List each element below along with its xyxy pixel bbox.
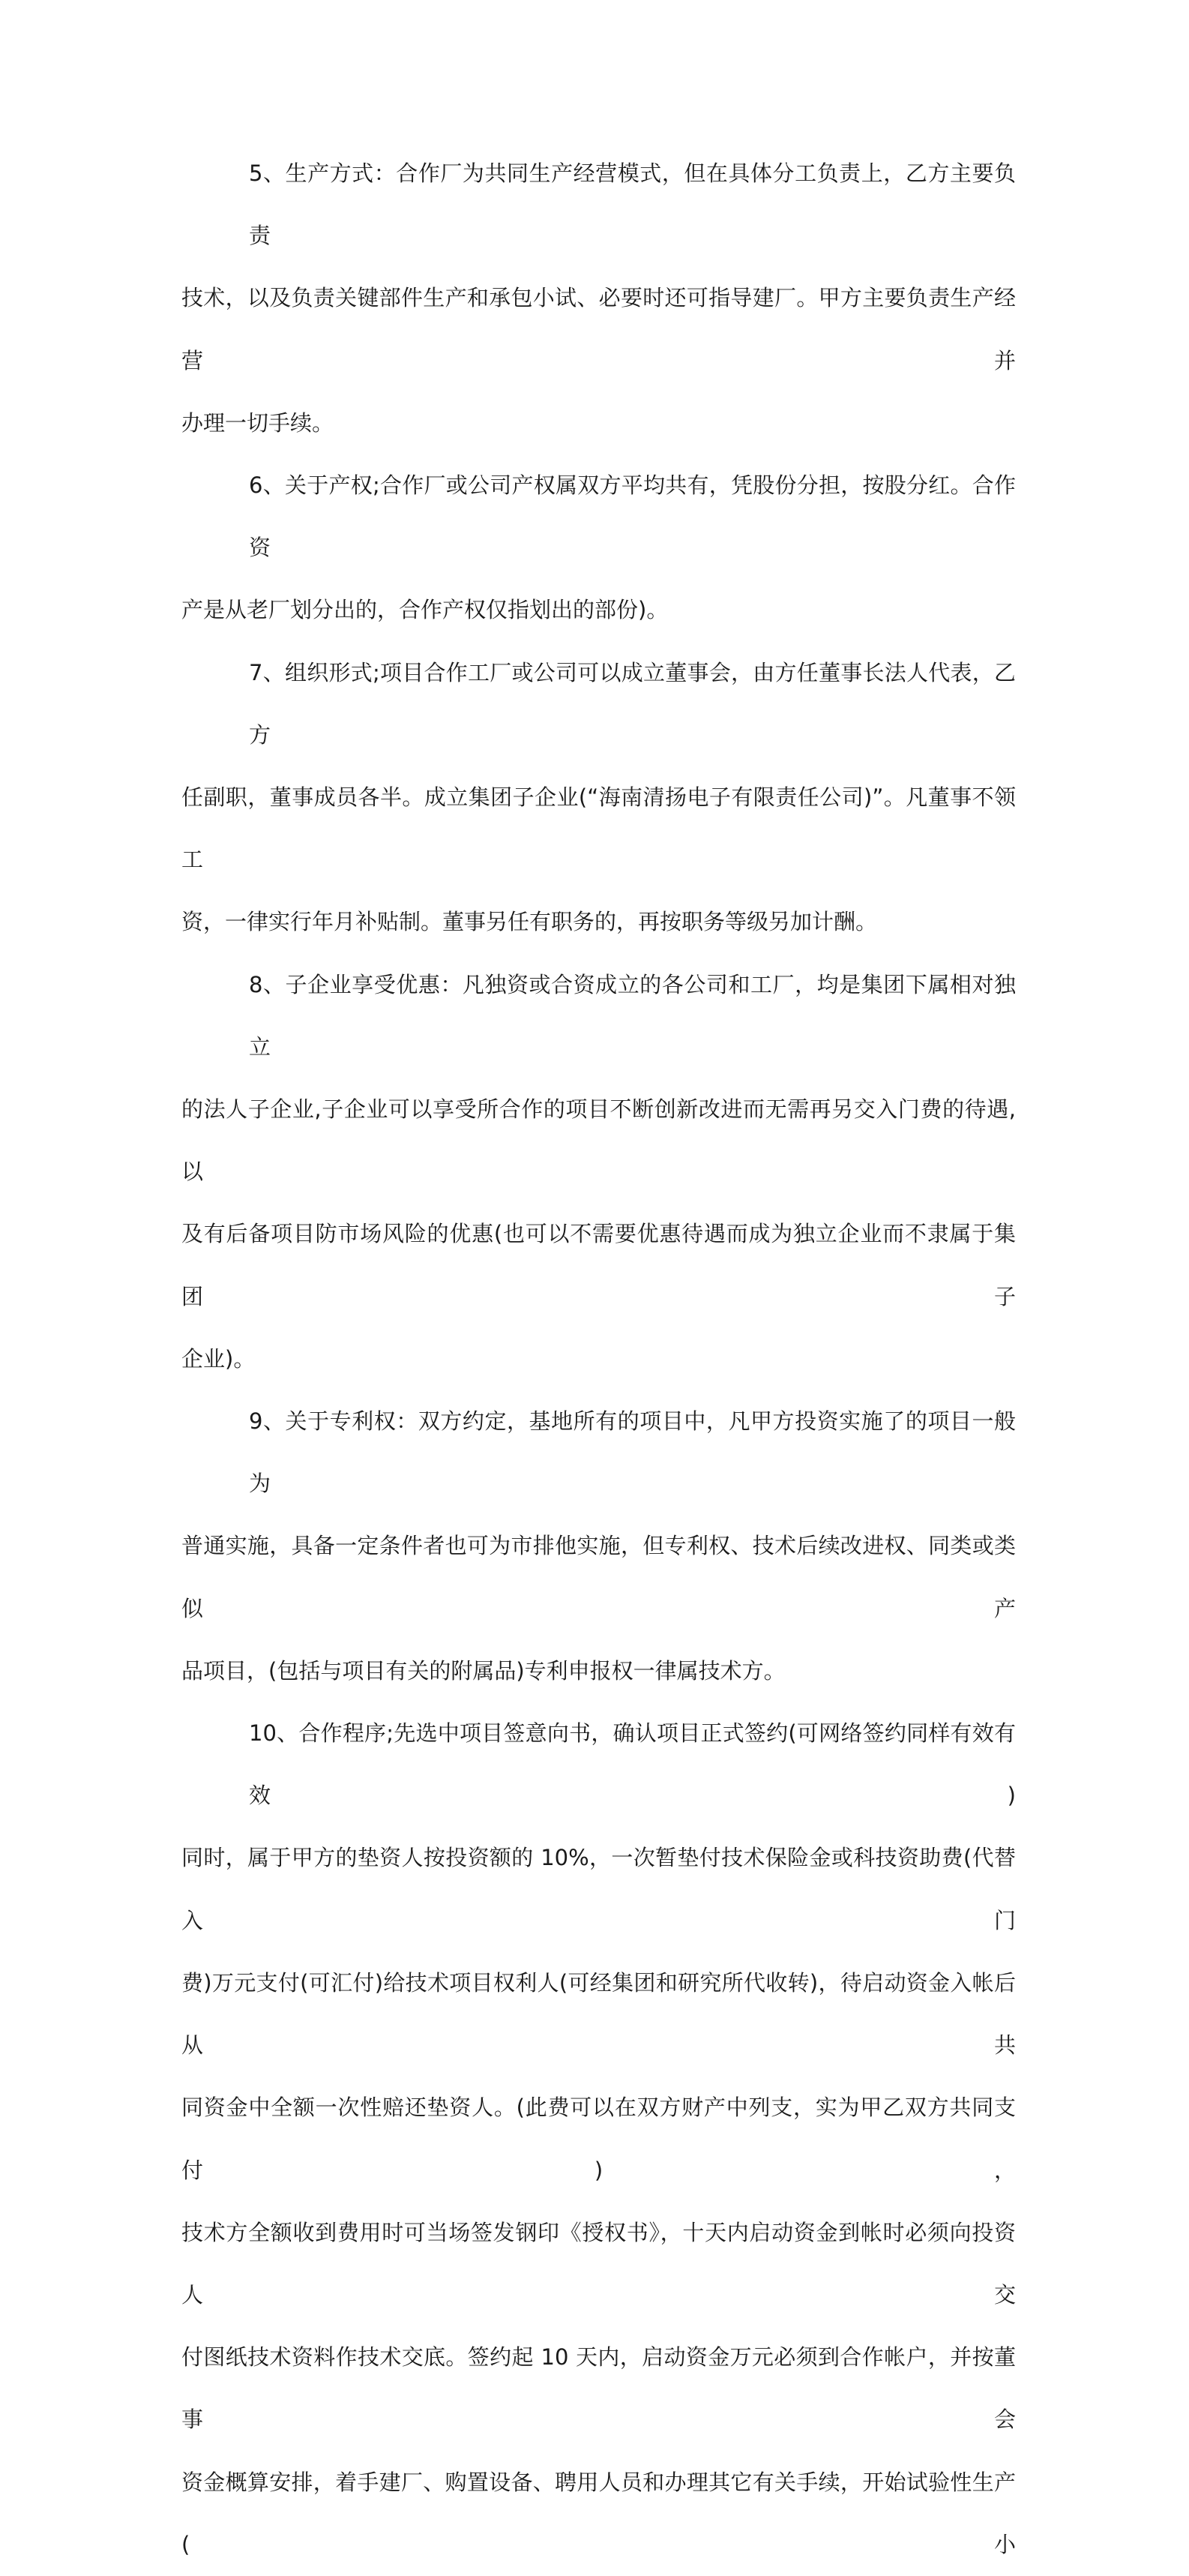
text-line: 办理一切手续。 [181, 409, 334, 436]
text-line: 及有后备项目防市场风险的优惠(也可以不需要优惠待遇而成为独立企业而不隶属于集团子 [181, 1221, 1016, 1309]
text-line: 7、组织形式;项目合作工厂或公司可以成立董事会，由方任董事长法人代表，乙方 [249, 659, 1016, 748]
text-line: 资，一律实行年月补贴制。董事另任有职务的，再按职务等级另加计酬。 [181, 909, 878, 935]
document-page [181, 142, 1016, 2576]
text-line: 付图纸技术资料作技术交底。签约起 10 天内，启动资金万元必须到合作帐户，并按董事会 [181, 2344, 1016, 2433]
text-line: 产是从老厂划分出的，合作产权仅指划出的部份)。 [181, 597, 669, 623]
text-line: 8、子企业享受优惠：凡独资或合资成立的各公司和工厂，均是集团下属相对独立 [249, 971, 1016, 1060]
text-line: 企业)。 [181, 1345, 256, 1372]
text-line: 技术，以及负责关键部件生产和承包小试、必要时还可指导建厂。甲方主要负责生产经营并 [181, 285, 1016, 373]
text-line: 品项目，(包括与项目有关的附属品)专利申报权一律属技术方。 [181, 1657, 786, 1684]
text-line: 同资金中全额一次性赔还垫资人。(此费可以在双方财产中列支，实为甲乙双方共同支付)， [181, 2095, 1016, 2183]
text-line: 9、关于专利权：双方约定，基地所有的项目中，凡甲方投资实施了的项目一般为 [249, 1408, 1016, 1497]
text-line: 资金概算安排，着手建厂、购置设备、聘用人员和办理其它有关手续，开始试验性生产(小 [181, 2469, 1016, 2557]
text-line: 费)万元支付(可汇付)给技术项目权利人(可经集团和研究所代收转)，待启动资金入帐后从共 [181, 1969, 1016, 2059]
paragraph-10 [181, 1702, 1016, 2576]
text-line: 10、合作程序;先选中项目签意向书，确认项目正式签约(可网络签约同样有效有效) [249, 1720, 1016, 1809]
text-line: 技术方全额收到费用时可当场签发钢印《授权书》，十天内启动资金到帐时必须向投资人交 [181, 2219, 1016, 2308]
text-line: 同时，属于甲方的垫资人按投资额的 10%，一次暂垫付技术保险金或科技资助费(代替入门 [181, 1845, 1016, 1933]
paragraph-5 [181, 142, 1016, 454]
paragraph-9 [181, 1390, 1016, 1702]
text-line: 5、生产方式：合作厂为共同生产经营模式，但在具体分工负责上，乙方主要负责 [249, 160, 1016, 249]
text-line: 的法人子企业,子企业可以享受所合作的项目不断创新改进而无需再另交入门费的待遇,以 [181, 1096, 1016, 1185]
text-line: 6、关于产权;合作厂或公司产权属双方平均共有，凭股份分担，按股分红。合作资 [249, 472, 1016, 561]
paragraph-8 [181, 954, 1016, 1390]
paragraph-7 [181, 642, 1016, 954]
paragraph-6 [181, 454, 1016, 642]
text-line: 普通实施，具备一定条件者也可为市排他实施，但专利权、技术后续改进权、同类或类似产 [181, 1533, 1016, 1621]
text-line: 任副职，董事成员各半。成立集团子企业(“海南清扬电子有限责任公司)”。凡董事不领工 [181, 784, 1016, 873]
